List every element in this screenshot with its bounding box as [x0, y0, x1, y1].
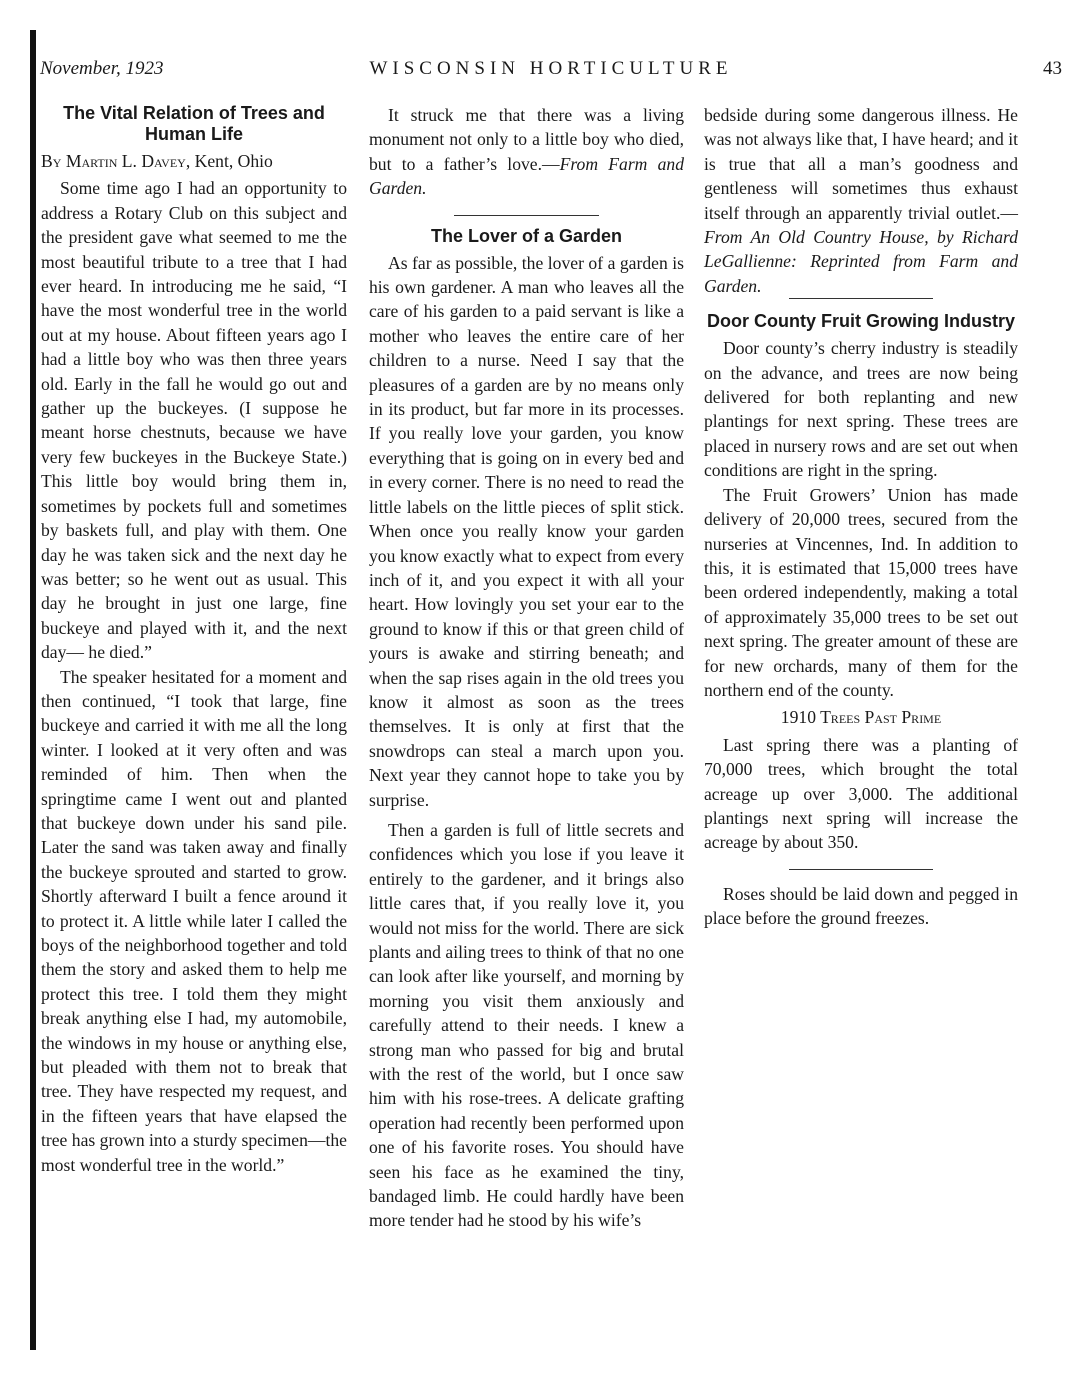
byline: By Martin L. Davey, Kent, Ohio	[41, 151, 273, 171]
section-divider	[789, 298, 933, 299]
subheading-trees-past-prime: 1910 Trees Past Prime	[780, 707, 942, 728]
author-place: Kent, Ohio	[194, 151, 273, 171]
article2-paragraph-2: Then a garden is full of little secrets and confidences which you lose if you leave it entirely to the gardener, and it brings also little cares that, if you really love it, you would not miss for the world. There are sick plants and ailing trees to think of that no one can look after like yourself, and morning by morning you visit them anxiously and carefully attend to their needs. I knew a strong man who passed for big and brutal with the rest of the world, but I once saw him with his rose-trees. A delicate grafting operation had recently been performed upon one of his favorite roses. You should have seen his face as he examined the tiny, bandaged limb. He could hardly have been more tender had he stood by his wife’s	[369, 819, 684, 1231]
article2-paragraph-2-continued: bedside during some dangerous illness. He was not always like that, I have heard; and it is true that all a man’s goodness and gentleness will sometimes thus exhaust itself through an apparently trivial outlet.—From An Old Country House, by Richard LeGallienne: Reprinted from Farm and Garden.	[704, 105, 1018, 296]
author-name: Martin L. Davey,	[65, 151, 191, 171]
article3-paragraph-1: Door county’s cherry industry is steadily on the advance, and trees are now being delivered for both replanting and new plantings for next spring. These trees are placed in nursery rows and are set out when conditions are right in the spring.	[704, 338, 1018, 481]
article1-paragraph-3: It struck me that there was a living monument not only to a little boy who died, but to a father’s love.—From Farm and Garden.	[369, 105, 685, 199]
journal-title: WISCONSIN HORTICULTURE	[369, 58, 733, 79]
article-title-vital-relation: The Vital Relation of Trees and Human Life	[63, 103, 325, 144]
column-2	[369, 103, 684, 1233]
article1-paragraph-1: Some time ago I had an opportunity to address a Rotary Club on this subject and the president gave what seemed to me the most beautiful tribute to a tree that I had ever heard. In introducing me he said, “I have the most wonderful tree in the world out at my house. About fifteen years ago I had a little boy who was then three years old. Early in the fall he would go out and gather up the buckeyes. (I suppose he meant horse chestnuts, because we have very few buckeyes in the Buckeye State.) This little boy would bring them in, sometimes by pockets full and sometimes by baskets full, and play with them. One day he was taken sick and the next day he was better; so he went out as usual. This day he brought in just one large, fine buckeye and played with it, and the next day— he died.”	[41, 178, 347, 663]
article2-source: From An Old Country House, by Richard LeGallienne: Reprinted from Farm and Garden.	[704, 227, 1018, 296]
article3-paragraph-3: Last spring there was a planting of 70,000 trees, which brought the total acreage up over 3,000. The additional plantings next spring will increase the acreage by about 350.	[704, 734, 1018, 853]
page-number: 43	[1043, 58, 1062, 79]
running-header	[40, 58, 1062, 86]
section-divider	[454, 215, 599, 216]
article1-source: From Farm and Garden.	[369, 153, 685, 199]
roses-note: Roses should be laid down and pegged in place before the ground freezes.	[704, 883, 1018, 929]
section-divider	[789, 869, 933, 870]
column-1	[41, 103, 347, 1177]
column-3	[704, 103, 1018, 931]
article-title-door-county: Door County Fruit Growing Industry	[707, 311, 1015, 332]
issue-date: November, 1923	[40, 58, 164, 79]
page-binding-edge	[30, 30, 36, 1350]
article2-paragraph-1: As far as possible, the lover of a garden is his own gardener. A man who leaves all the care of his garden to a paid servant is like a mother who leaves the entire care of her children to a nurse. Need I say that the pleasures of a garden are by no means only in its product, but far more in its processes. If you really love your garden, you know everything that is going on in every bed and in every corner. There is no need to read the little labels on the little pieces of split stick. When once you really know your garden you know exactly what to expect from every inch of it, and you expect it with all your heart. How lovingly you set your ear to the ground to know if this or that green child of yours is awake and stirring beneath; and when the sap rises again in the old trees you know it almost as soon as the trees themselves. It is only at first that the snowdrops can steal a march upon you. Next year they cannot hope to take you by surprise.	[369, 252, 684, 810]
article-title-lover-of-garden: The Lover of a Garden	[430, 225, 623, 246]
article1-paragraph-2: The speaker hesitated for a moment and then continued, “I took that large, fine buckeye and carried it with me all the long winter. I looked at it very often and was reminded of him. Then when the springtime came I went out and planted that buckeye down under his sand pile. Later the sand was taken away and finally the buckeye sprouted and started to grow. Shortly afterward I built a fence around it to protect it. A little while later I called the boys of the neighborhood together and told them the story and asked them to help me protect this tree. I told them they might break anything else I had, my automobile, the windows in my house or anything else, but pleaded with them not to break that tree. They have respected my request, and in the fifteen years that have elapsed the tree has grown into a sturdy specimen—the most wonderful tree in the world.”	[41, 666, 347, 1175]
article3-paragraph-2: The Fruit Growers’ Union has made delivery of 20,000 trees, secured from the nurseries at Vincennes, Ind. In addition to this, it is estimated that 15,000 trees have been ordered independently, making a total of approximately 35,000 trees to be set out next spring. The greater amount of these are for new orchards, many of them for the northern end of the county.	[704, 484, 1018, 700]
